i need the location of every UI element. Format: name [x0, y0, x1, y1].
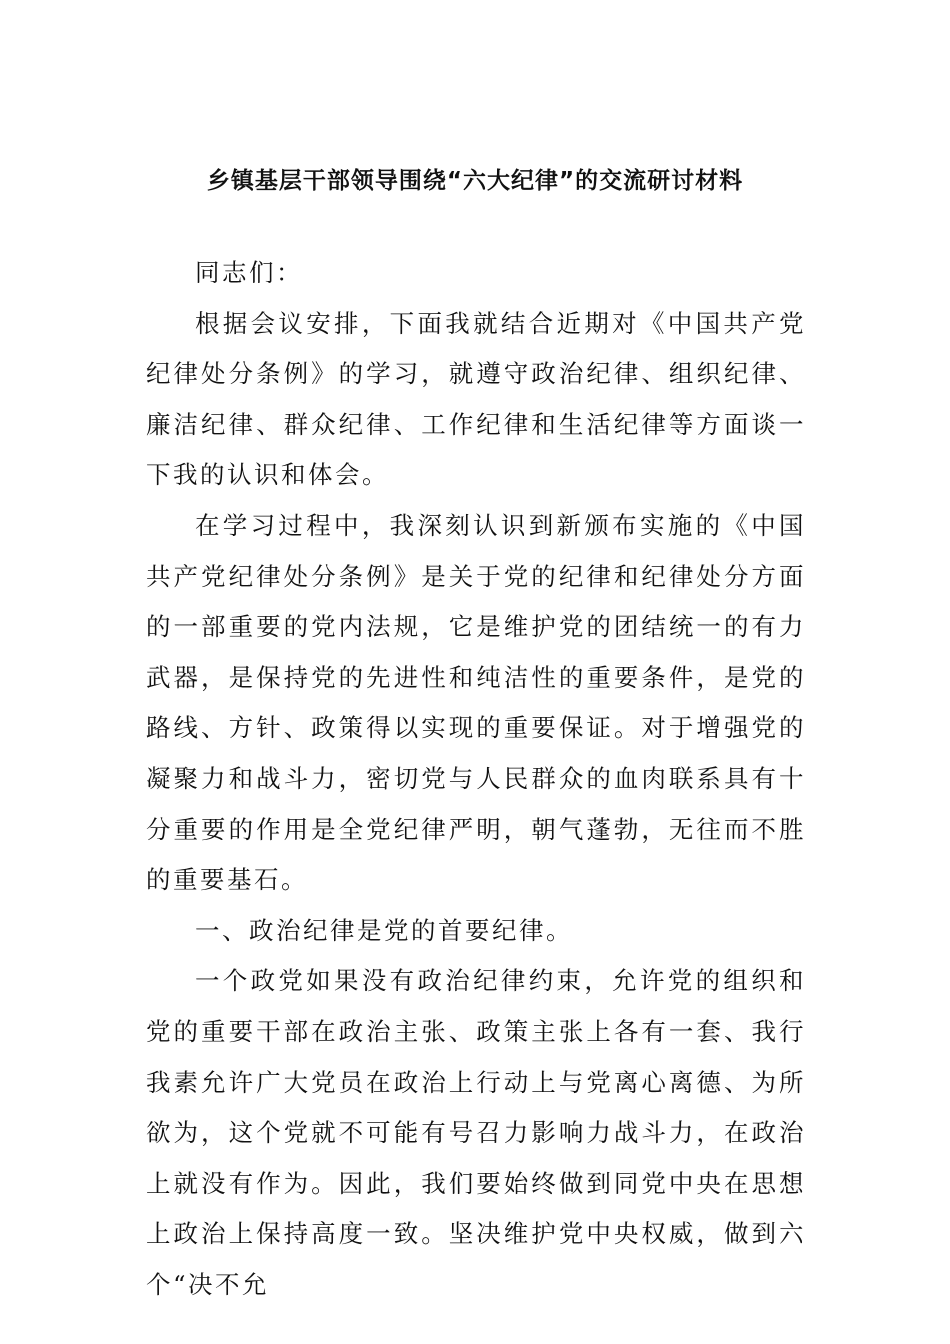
paragraph-salutation: 同志们： — [195, 258, 303, 287]
document-body — [146, 248, 806, 1310]
document-title: 乡镇基层干部领导围绕“六大纪律”的交流研讨材料 — [206, 168, 744, 194]
paragraph-political-discipline: 一个政党如果没有政治纪律约束，允许党的组织和党的重要干部在政治主张、政策主张上各有一套、我行我素允许广大党员在政治上行动上与党离心离德、为所欲为，这个党就不可能有号召力影响力战斗力，在政治上就没有作为。因此，我们要始终做到同党中央在思想上政治上保持高度一致。坚决维护党中央权威，做到六个“决不允 — [146, 966, 806, 1299]
paragraph-learning: 在学习过程中，我深刻认识到新颁布实施的《中国共产党纪律处分条例》是关于党的纪律和纪律处分方面的一部重要的党内法规，它是维护党的团结统一的有力武器，是保持党的先进性和纯洁性的重要条件，是党的路线、方针、政策得以实现的重要保证。对于增强党的凝聚力和战斗力，密切党与人民群众的血肉联系具有十分重要的作用是全党纪律严明，朝气蓬勃，无往而不胜的重要基石。 — [146, 510, 806, 895]
paragraph-intro: 根据会议安排，下面我就结合近期对《中国共产党纪律处分条例》的学习，就遵守政治纪律、组织纪律、廉洁纪律、群众纪律、工作纪律和生活纪律等方面谈一下我的认识和体会。 — [146, 308, 806, 490]
section-heading-political-discipline: 一、政治纪律是党的首要纪律。 — [195, 915, 573, 945]
